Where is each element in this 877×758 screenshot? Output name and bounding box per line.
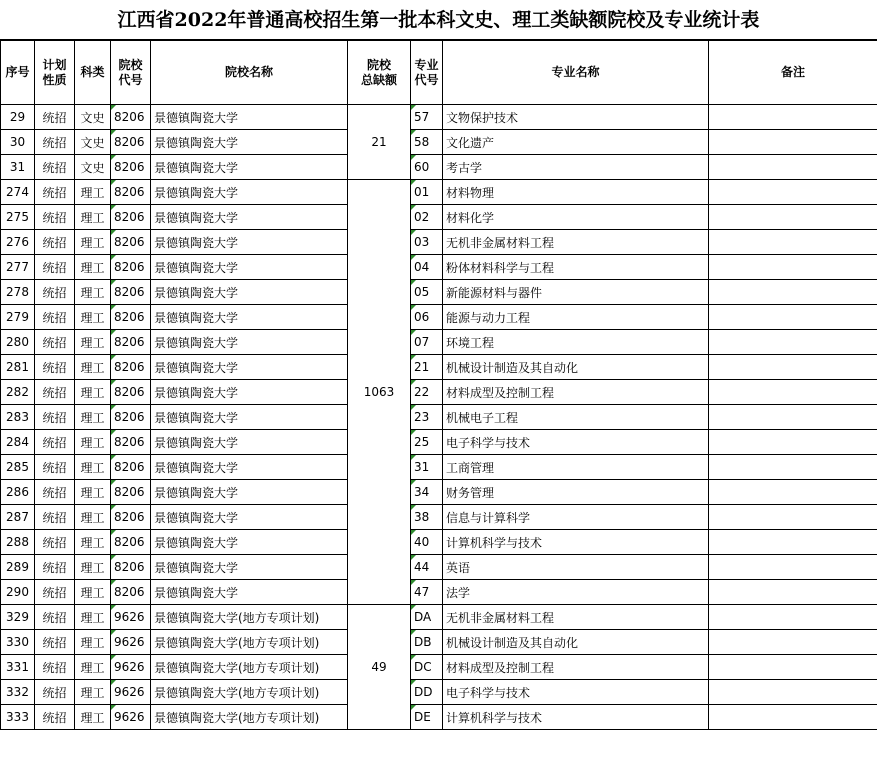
header-plan-type-line2: 性质 xyxy=(42,72,67,87)
cell-school-name[interactable]: 景德镇陶瓷大学 xyxy=(151,455,348,480)
header-school-code-line2: 代号 xyxy=(118,72,143,87)
header-seq[interactable]: 序号 xyxy=(1,41,35,105)
cell-subject[interactable]: 理工 xyxy=(75,180,111,205)
header-plan-type[interactable] xyxy=(35,41,75,105)
header-remark[interactable]: 备注 xyxy=(709,41,877,105)
table-row xyxy=(1,580,877,605)
table-row xyxy=(1,280,877,305)
cell-school-code[interactable]: 8206 xyxy=(111,280,151,305)
cell-plan-type[interactable]: 统招 xyxy=(35,355,75,380)
table-row xyxy=(1,455,877,480)
table-row xyxy=(1,505,877,530)
cell-school-code[interactable]: 8206 xyxy=(111,530,151,555)
table-row xyxy=(1,180,877,205)
cell-seq[interactable]: 29 xyxy=(1,105,35,130)
cell-school-name[interactable]: 景德镇陶瓷大学 xyxy=(151,180,348,205)
cell-seq[interactable]: 274 xyxy=(1,180,35,205)
cell-seq[interactable]: 290 xyxy=(1,580,35,605)
cell-school-name[interactable]: 景德镇陶瓷大学(地方专项计划) xyxy=(151,605,348,630)
cell-remark[interactable] xyxy=(709,580,877,605)
table-row xyxy=(1,605,877,630)
cell-plan-type[interactable]: 统招 xyxy=(35,430,75,455)
cell-major-name[interactable]: 电子科学与技术 xyxy=(443,680,709,705)
cell-seq[interactable]: 277 xyxy=(1,255,35,280)
header-plan-type-line1: 计划 xyxy=(42,57,67,72)
cell-major-code[interactable]: 60 xyxy=(411,155,443,180)
cell-school-code[interactable]: 8206 xyxy=(111,305,151,330)
header-major-code-line1: 专业 xyxy=(414,57,439,72)
cell-seq[interactable]: 287 xyxy=(1,505,35,530)
cell-school-total[interactable]: 1063 xyxy=(348,180,411,605)
cell-school-code[interactable]: 9626 xyxy=(111,630,151,655)
cell-remark[interactable] xyxy=(709,180,877,205)
cell-school-code[interactable]: 8206 xyxy=(111,230,151,255)
cell-subject[interactable]: 理工 xyxy=(75,555,111,580)
cell-plan-type[interactable]: 统招 xyxy=(35,605,75,630)
cell-remark[interactable] xyxy=(709,330,877,355)
table-body xyxy=(1,105,877,730)
table-row xyxy=(1,355,877,380)
cell-major-name[interactable]: 材料物理 xyxy=(443,180,709,205)
cell-seq[interactable]: 330 xyxy=(1,630,35,655)
cell-school-code[interactable]: 9626 xyxy=(111,680,151,705)
cell-subject[interactable]: 理工 xyxy=(75,530,111,555)
cell-school-code[interactable]: 8206 xyxy=(111,580,151,605)
table-row xyxy=(1,430,877,455)
cell-subject[interactable]: 理工 xyxy=(75,305,111,330)
cell-remark[interactable] xyxy=(709,205,877,230)
cell-major-name[interactable]: 考古学 xyxy=(443,155,709,180)
cell-school-name[interactable]: 景德镇陶瓷大学(地方专项计划) xyxy=(151,680,348,705)
cell-major-code[interactable]: DE xyxy=(411,705,443,730)
cell-major-name[interactable]: 信息与计算科学 xyxy=(443,505,709,530)
cell-major-name[interactable]: 财务管理 xyxy=(443,480,709,505)
cell-school-name[interactable]: 景德镇陶瓷大学 xyxy=(151,555,348,580)
cell-seq[interactable]: 279 xyxy=(1,305,35,330)
cell-major-code[interactable]: 34 xyxy=(411,480,443,505)
cell-remark[interactable] xyxy=(709,380,877,405)
cell-major-code[interactable]: 02 xyxy=(411,205,443,230)
cell-remark[interactable] xyxy=(709,130,877,155)
cell-major-code[interactable]: DA xyxy=(411,605,443,630)
table-row xyxy=(1,230,877,255)
header-school-name[interactable]: 院校名称 xyxy=(151,41,348,105)
cell-school-name[interactable]: 景德镇陶瓷大学 xyxy=(151,405,348,430)
cell-major-code[interactable]: 57 xyxy=(411,105,443,130)
cell-school-name[interactable]: 景德镇陶瓷大学 xyxy=(151,255,348,280)
table-row xyxy=(1,655,877,680)
cell-seq[interactable]: 281 xyxy=(1,355,35,380)
cell-plan-type[interactable]: 统招 xyxy=(35,580,75,605)
table-row xyxy=(1,380,877,405)
cell-major-code[interactable]: 03 xyxy=(411,230,443,255)
cell-major-code[interactable]: 40 xyxy=(411,530,443,555)
cell-school-name[interactable]: 景德镇陶瓷大学 xyxy=(151,380,348,405)
cell-plan-type[interactable]: 统招 xyxy=(35,655,75,680)
cell-subject[interactable]: 理工 xyxy=(75,255,111,280)
cell-major-name[interactable]: 粉体材料科学与工程 xyxy=(443,255,709,280)
cell-subject[interactable]: 文史 xyxy=(75,155,111,180)
cell-plan-type[interactable]: 统招 xyxy=(35,255,75,280)
cell-major-name[interactable]: 新能源材料与器件 xyxy=(443,280,709,305)
cell-plan-type[interactable]: 统招 xyxy=(35,180,75,205)
cell-major-code[interactable]: DB xyxy=(411,630,443,655)
cell-major-code[interactable]: 21 xyxy=(411,355,443,380)
cell-major-code[interactable]: 58 xyxy=(411,130,443,155)
cell-school-code[interactable]: 8206 xyxy=(111,205,151,230)
cell-plan-type[interactable]: 统招 xyxy=(35,330,75,355)
cell-school-code[interactable]: 8206 xyxy=(111,105,151,130)
cell-remark[interactable] xyxy=(709,680,877,705)
cell-plan-type[interactable]: 统招 xyxy=(35,480,75,505)
cell-school-name[interactable]: 景德镇陶瓷大学(地方专项计划) xyxy=(151,705,348,730)
cell-subject[interactable]: 理工 xyxy=(75,430,111,455)
cell-major-name[interactable]: 环境工程 xyxy=(443,330,709,355)
table-row xyxy=(1,130,877,155)
cell-major-code[interactable]: 23 xyxy=(411,405,443,430)
cell-subject[interactable]: 文史 xyxy=(75,105,111,130)
cell-major-code[interactable]: 01 xyxy=(411,180,443,205)
cell-seq[interactable]: 285 xyxy=(1,455,35,480)
cell-seq[interactable]: 275 xyxy=(1,205,35,230)
cell-major-code[interactable]: 04 xyxy=(411,255,443,280)
cell-plan-type[interactable]: 统招 xyxy=(35,680,75,705)
cell-remark[interactable] xyxy=(709,105,877,130)
cell-school-code[interactable]: 8206 xyxy=(111,255,151,280)
cell-school-code[interactable]: 8206 xyxy=(111,480,151,505)
cell-remark[interactable] xyxy=(709,480,877,505)
cell-major-name[interactable]: 文化遗产 xyxy=(443,130,709,155)
header-row xyxy=(1,41,877,105)
cell-seq[interactable]: 278 xyxy=(1,280,35,305)
cell-remark[interactable] xyxy=(709,355,877,380)
cell-school-name[interactable]: 景德镇陶瓷大学 xyxy=(151,530,348,555)
cell-seq[interactable]: 276 xyxy=(1,230,35,255)
header-major-code-line2: 代号 xyxy=(414,72,439,87)
cell-school-code[interactable]: 8206 xyxy=(111,455,151,480)
header-subject[interactable]: 科类 xyxy=(75,41,111,105)
cell-plan-type[interactable]: 统招 xyxy=(35,380,75,405)
table-row xyxy=(1,480,877,505)
cell-remark[interactable] xyxy=(709,430,877,455)
cell-school-name[interactable]: 景德镇陶瓷大学(地方专项计划) xyxy=(151,655,348,680)
cell-subject[interactable]: 理工 xyxy=(75,580,111,605)
cell-school-name[interactable]: 景德镇陶瓷大学 xyxy=(151,330,348,355)
cell-remark[interactable] xyxy=(709,555,877,580)
cell-subject[interactable]: 文史 xyxy=(75,130,111,155)
cell-major-name[interactable]: 机械设计制造及其自动化 xyxy=(443,630,709,655)
cell-plan-type[interactable]: 统招 xyxy=(35,455,75,480)
cell-plan-type[interactable]: 统招 xyxy=(35,405,75,430)
cell-major-code[interactable]: 38 xyxy=(411,505,443,530)
cell-plan-type[interactable]: 统招 xyxy=(35,105,75,130)
cell-major-code[interactable]: DC xyxy=(411,655,443,680)
cell-remark[interactable] xyxy=(709,305,877,330)
table-row xyxy=(1,105,877,130)
cell-remark[interactable] xyxy=(709,255,877,280)
cell-subject[interactable]: 理工 xyxy=(75,630,111,655)
cell-subject[interactable]: 理工 xyxy=(75,655,111,680)
cell-plan-type[interactable]: 统招 xyxy=(35,130,75,155)
cell-major-code[interactable]: 06 xyxy=(411,305,443,330)
cell-school-total[interactable]: 49 xyxy=(348,605,411,730)
cell-school-name[interactable]: 景德镇陶瓷大学 xyxy=(151,505,348,530)
cell-major-name[interactable]: 法学 xyxy=(443,580,709,605)
header-school-total[interactable] xyxy=(348,41,411,105)
cell-plan-type[interactable]: 统招 xyxy=(35,230,75,255)
cell-major-name[interactable]: 计算机科学与技术 xyxy=(443,705,709,730)
cell-subject[interactable]: 理工 xyxy=(75,505,111,530)
cell-plan-type[interactable]: 统招 xyxy=(35,155,75,180)
cell-plan-type[interactable]: 统招 xyxy=(35,280,75,305)
cell-remark[interactable] xyxy=(709,605,877,630)
cell-plan-type[interactable]: 统招 xyxy=(35,305,75,330)
cell-seq[interactable]: 283 xyxy=(1,405,35,430)
cell-plan-type[interactable]: 统招 xyxy=(35,505,75,530)
cell-school-code[interactable]: 8206 xyxy=(111,180,151,205)
cell-seq[interactable]: 280 xyxy=(1,330,35,355)
header-school-total-line2: 总缺额 xyxy=(360,72,397,87)
cell-subject[interactable]: 理工 xyxy=(75,480,111,505)
table-row xyxy=(1,405,877,430)
cell-subject[interactable]: 理工 xyxy=(75,605,111,630)
header-school-code[interactable] xyxy=(111,41,151,105)
cell-plan-type[interactable]: 统招 xyxy=(35,705,75,730)
cell-remark[interactable] xyxy=(709,155,877,180)
cell-remark[interactable] xyxy=(709,405,877,430)
cell-school-name[interactable]: 景德镇陶瓷大学 xyxy=(151,155,348,180)
table-row xyxy=(1,255,877,280)
cell-major-code[interactable]: 47 xyxy=(411,580,443,605)
cell-major-name[interactable]: 无机非金属材料工程 xyxy=(443,605,709,630)
cell-school-code[interactable]: 8206 xyxy=(111,130,151,155)
cell-major-name[interactable]: 无机非金属材料工程 xyxy=(443,230,709,255)
cell-school-name[interactable]: 景德镇陶瓷大学 xyxy=(151,230,348,255)
table-title: 江西省2022年普通高校招生第一批本科文史、理工类缺额院校及专业统计表 xyxy=(0,0,877,40)
cell-subject[interactable]: 理工 xyxy=(75,380,111,405)
cell-subject[interactable]: 理工 xyxy=(75,205,111,230)
cell-remark[interactable] xyxy=(709,230,877,255)
table-row xyxy=(1,205,877,230)
cell-school-name[interactable]: 景德镇陶瓷大学 xyxy=(151,580,348,605)
header-major-code[interactable] xyxy=(411,41,443,105)
cell-seq[interactable]: 31 xyxy=(1,155,35,180)
table-row xyxy=(1,680,877,705)
cell-school-name[interactable]: 景德镇陶瓷大学 xyxy=(151,430,348,455)
cell-remark[interactable] xyxy=(709,705,877,730)
cell-school-code[interactable]: 8206 xyxy=(111,430,151,455)
cell-major-name[interactable]: 能源与动力工程 xyxy=(443,305,709,330)
cell-school-code[interactable]: 8206 xyxy=(111,355,151,380)
cell-school-code[interactable]: 8206 xyxy=(111,405,151,430)
cell-school-name[interactable]: 景德镇陶瓷大学 xyxy=(151,105,348,130)
cell-major-name[interactable]: 材料成型及控制工程 xyxy=(443,655,709,680)
cell-school-code[interactable]: 8206 xyxy=(111,380,151,405)
cell-school-name[interactable]: 景德镇陶瓷大学 xyxy=(151,205,348,230)
cell-major-name[interactable]: 工商管理 xyxy=(443,455,709,480)
cell-seq[interactable]: 289 xyxy=(1,555,35,580)
cell-subject[interactable]: 理工 xyxy=(75,280,111,305)
cell-subject[interactable]: 理工 xyxy=(75,455,111,480)
cell-plan-type[interactable]: 统招 xyxy=(35,555,75,580)
table-row xyxy=(1,630,877,655)
cell-school-code[interactable]: 8206 xyxy=(111,330,151,355)
table-row xyxy=(1,555,877,580)
cell-subject[interactable]: 理工 xyxy=(75,355,111,380)
cell-subject[interactable]: 理工 xyxy=(75,230,111,255)
cell-major-name[interactable]: 英语 xyxy=(443,555,709,580)
header-school-total-line1: 院校 xyxy=(366,57,391,72)
cell-remark[interactable] xyxy=(709,655,877,680)
cell-seq[interactable]: 332 xyxy=(1,680,35,705)
cell-school-code[interactable]: 8206 xyxy=(111,555,151,580)
cell-school-code[interactable]: 8206 xyxy=(111,155,151,180)
statistics-table xyxy=(0,40,877,730)
cell-major-code[interactable]: DD xyxy=(411,680,443,705)
cell-plan-type[interactable]: 统招 xyxy=(35,205,75,230)
cell-remark[interactable] xyxy=(709,530,877,555)
cell-subject[interactable]: 理工 xyxy=(75,330,111,355)
cell-major-code[interactable]: 25 xyxy=(411,430,443,455)
cell-remark[interactable] xyxy=(709,455,877,480)
cell-major-code[interactable]: 22 xyxy=(411,380,443,405)
cell-seq[interactable]: 286 xyxy=(1,480,35,505)
cell-plan-type[interactable]: 统招 xyxy=(35,630,75,655)
cell-seq[interactable]: 329 xyxy=(1,605,35,630)
table-row xyxy=(1,705,877,730)
cell-major-code[interactable]: 05 xyxy=(411,280,443,305)
cell-major-name[interactable]: 材料成型及控制工程 xyxy=(443,380,709,405)
cell-school-name[interactable]: 景德镇陶瓷大学(地方专项计划) xyxy=(151,630,348,655)
cell-seq[interactable]: 333 xyxy=(1,705,35,730)
cell-seq[interactable]: 284 xyxy=(1,430,35,455)
cell-major-name[interactable]: 材料化学 xyxy=(443,205,709,230)
header-school-code-line1: 院校 xyxy=(118,57,143,72)
cell-school-name[interactable]: 景德镇陶瓷大学 xyxy=(151,280,348,305)
cell-seq[interactable]: 331 xyxy=(1,655,35,680)
table-row xyxy=(1,155,877,180)
cell-subject[interactable]: 理工 xyxy=(75,405,111,430)
cell-school-code[interactable]: 9626 xyxy=(111,605,151,630)
cell-plan-type[interactable]: 统招 xyxy=(35,530,75,555)
cell-remark[interactable] xyxy=(709,505,877,530)
cell-seq[interactable]: 288 xyxy=(1,530,35,555)
cell-school-code[interactable]: 9626 xyxy=(111,705,151,730)
table-row xyxy=(1,330,877,355)
cell-major-code[interactable]: 31 xyxy=(411,455,443,480)
cell-major-name[interactable]: 机械设计制造及其自动化 xyxy=(443,355,709,380)
cell-remark[interactable] xyxy=(709,280,877,305)
cell-school-name[interactable]: 景德镇陶瓷大学 xyxy=(151,480,348,505)
cell-subject[interactable]: 理工 xyxy=(75,705,111,730)
cell-major-name[interactable]: 计算机科学与技术 xyxy=(443,530,709,555)
cell-seq[interactable]: 30 xyxy=(1,130,35,155)
table-row xyxy=(1,305,877,330)
cell-major-name[interactable]: 文物保护技术 xyxy=(443,105,709,130)
header-major-name[interactable]: 专业名称 xyxy=(443,41,709,105)
cell-major-name[interactable]: 机械电子工程 xyxy=(443,405,709,430)
cell-seq[interactable]: 282 xyxy=(1,380,35,405)
cell-remark[interactable] xyxy=(709,630,877,655)
cell-school-name[interactable]: 景德镇陶瓷大学 xyxy=(151,130,348,155)
cell-school-name[interactable]: 景德镇陶瓷大学 xyxy=(151,355,348,380)
cell-major-code[interactable]: 07 xyxy=(411,330,443,355)
cell-subject[interactable]: 理工 xyxy=(75,680,111,705)
cell-major-code[interactable]: 44 xyxy=(411,555,443,580)
cell-school-total[interactable]: 21 xyxy=(348,105,411,180)
table-row xyxy=(1,530,877,555)
cell-school-code[interactable]: 9626 xyxy=(111,655,151,680)
cell-school-name[interactable]: 景德镇陶瓷大学 xyxy=(151,305,348,330)
cell-major-name[interactable]: 电子科学与技术 xyxy=(443,430,709,455)
cell-school-code[interactable]: 8206 xyxy=(111,505,151,530)
